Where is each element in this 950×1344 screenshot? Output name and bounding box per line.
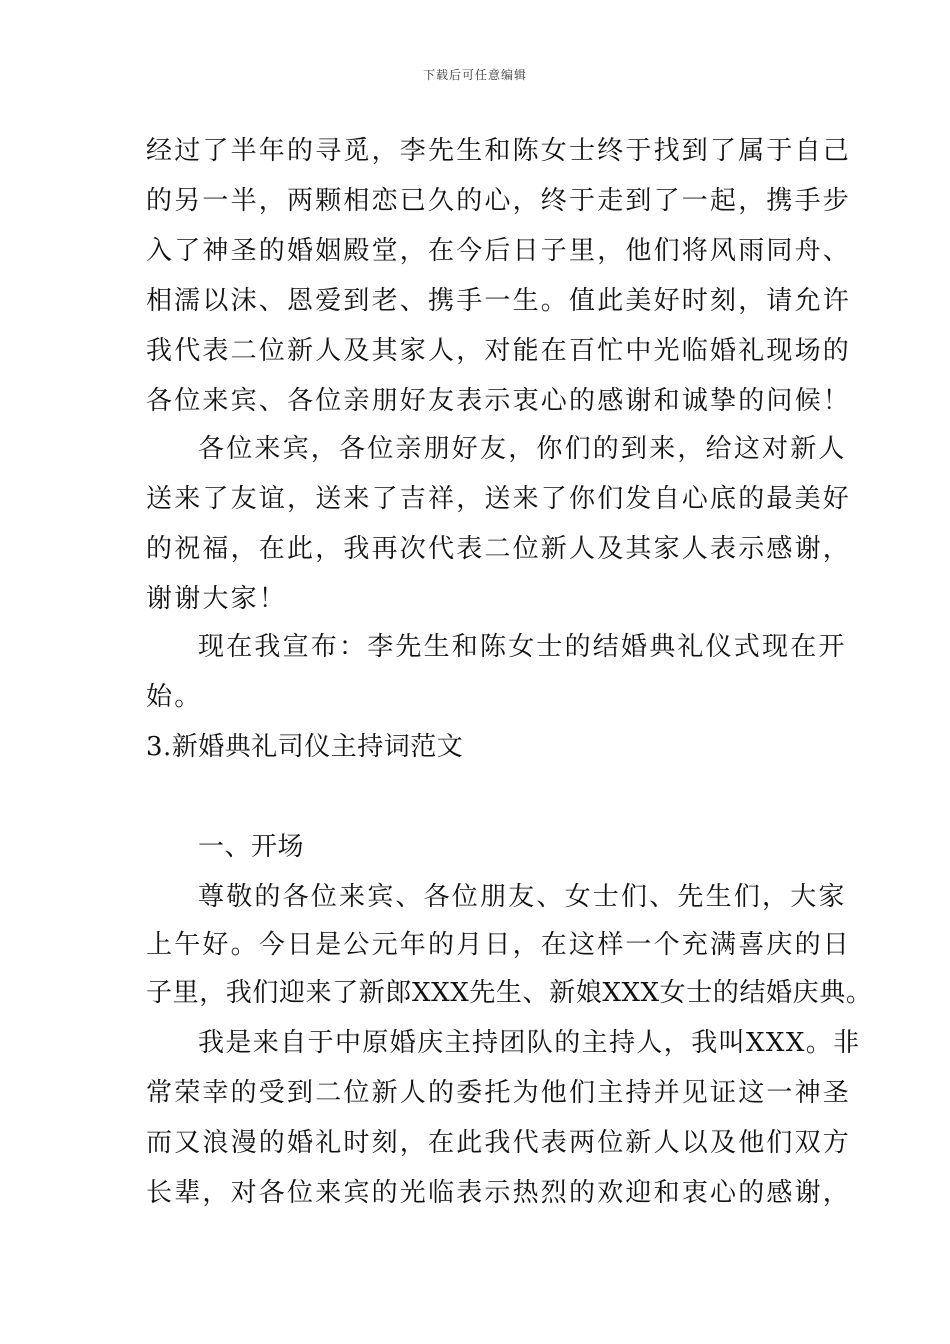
body-line: 子里，我们迎来了新郎XXX先生、新娘XXX女士的结婚庆典。: [146, 978, 873, 1008]
body-line: 的祝福，在此，我再次代表二位新人及其家人表示感谢，: [146, 534, 852, 564]
paragraph-first-line: 尊敬的各位来宾、各位朋友、女士们、先生们，大家: [198, 882, 847, 912]
section-heading: 3.新婚典礼司仪主持词范文: [146, 732, 464, 762]
body-line: 经过了半年的寻觅，李先生和陈女士终于找到了属于自己: [146, 136, 852, 166]
body-line: 始。: [146, 682, 203, 712]
body-line: 送来了友谊，送来了吉祥，送来了你们发自心底的最美好: [146, 484, 852, 514]
paragraph-first-line: 现在我宣布：李先生和陈女士的结婚典礼仪式现在开: [198, 632, 847, 662]
body-line: 谢谢大家！: [146, 584, 288, 614]
body-line: 的另一半，两颗相恋已久的心，终于走到了一起，携手步: [146, 186, 852, 216]
body-line: 常荣幸的受到二位新人的委托为他们主持并见证这一神圣: [146, 1078, 852, 1108]
paragraph-first-line: 各位来宾，各位亲朋好友，你们的到来，给这对新人: [198, 434, 847, 464]
body-line: 上午好。今日是公元年的月日，在这样一个充满喜庆的日: [146, 930, 852, 960]
subsection-heading: 一、开场: [198, 832, 305, 862]
body-line: 入了神圣的婚姻殿堂，在今后日子里，他们将风雨同舟、: [146, 236, 852, 266]
header-note: 下载后可任意编辑: [422, 68, 527, 82]
body-line: 各位来宾、各位亲朋好友表示衷心的感谢和诚挚的问候！: [146, 386, 852, 416]
paragraph-first-line: 我是来自于中原婚庆主持团队的主持人，我叫XXX。非: [198, 1028, 861, 1058]
body-line: 我代表二位新人及其家人，对能在百忙中光临婚礼现场的: [146, 336, 852, 366]
body-line: 相濡以沫、恩爱到老、携手一生。值此美好时刻，请允许: [146, 286, 852, 316]
body-line: 而又浪漫的婚礼时刻，在此我代表两位新人以及他们双方: [146, 1128, 852, 1158]
body-line: 长辈，对各位来宾的光临表示热烈的欢迎和衷心的感谢，: [146, 1178, 852, 1208]
